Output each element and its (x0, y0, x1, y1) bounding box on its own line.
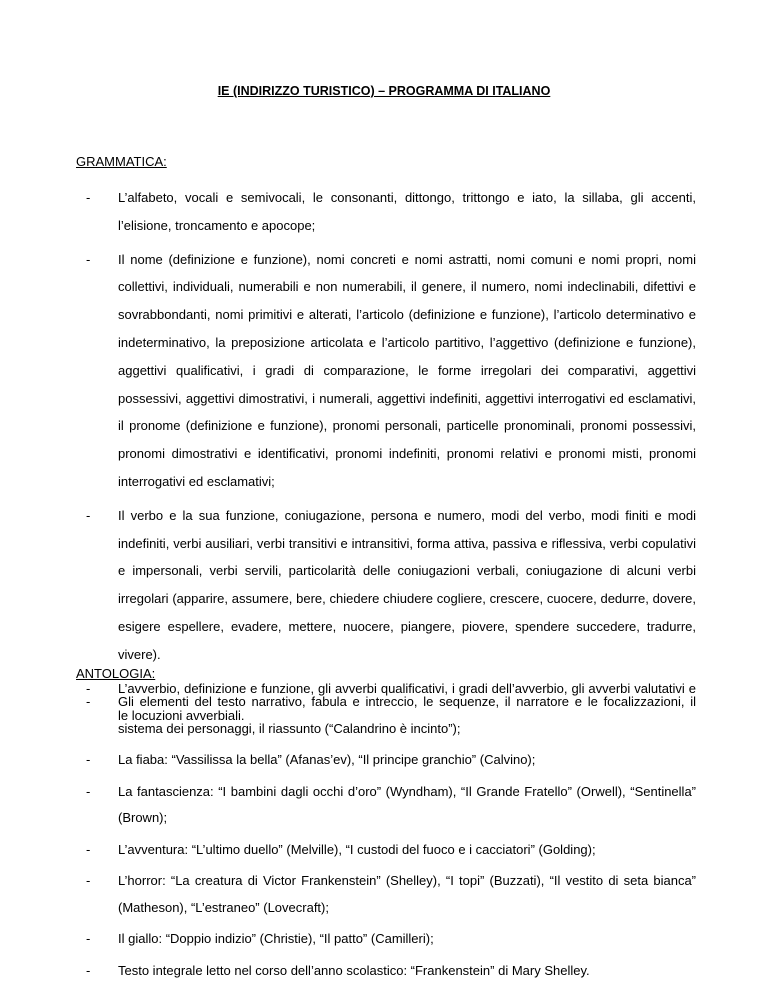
bullet-dash: - (86, 841, 91, 857)
list-item (76, 747, 696, 774)
list-item-text: La fiaba: “Vassilissa la bella” (Afanas’ev), “Il principe granchio” (Calvino); (118, 752, 536, 767)
section-heading-antologia: ANTOLOGIA: (76, 666, 156, 681)
section-heading-grammatica: GRAMMATICA: (76, 154, 167, 169)
list-item (76, 868, 696, 921)
list-item-text: L’avverbio, definizione e funzione, gli avverbi qualificativi, i gradi dell’avverbio, gli avverbi valutativi e le locuzioni avverbiali. (118, 680, 696, 724)
list-item (76, 246, 696, 496)
list-item-text: L’horror: “La creatura di Victor Frankenstein” (Shelley), “I topi” (Buzzati), “Il vestito di seta bianca” (Matheson), “L’estraneo” (Lovecraft); (118, 873, 696, 915)
bullet-dash: - (86, 783, 91, 799)
list-item-text: Il verbo e la sua funzione, coniugazione, persona e numero, modi del verbo, modi finiti e modi indefiniti, verbi ausiliari, verbi transitivi e intransitivi, forma attiva, passiva e riflessiva, verbi copulativi e impersonali, verbi servili, particolarità delle coniugazioni verbali, coniugazione di alcuni verbi irregolari (apparire, assumere, bere, chiedere chiudere cogliere, crescere, cuocere, dedurre, dovere, esigere espellere, evadere, mettere, nuocere, piangere, piovere, spendere succedere, tradurre, vivere). (118, 507, 696, 662)
list-item (76, 926, 696, 953)
list-item-text: Il giallo: “Doppio indizio” (Christie), “Il patto” (Camilleri); (118, 931, 434, 946)
bullet-dash: - (86, 752, 91, 767)
list-item-text: L’avventura: “L’ultimo duello” (Melville), “I custodi del fuoco e i cacciatori” (Golding); (118, 841, 596, 857)
bullet-dash: - (86, 680, 91, 696)
page-title: IE (INDIRIZZO TURISTICO) – PROGRAMMA DI ITALIANO (217, 84, 551, 98)
list-item-text: La fantascienza: “I bambini dagli occhi d’oro” (Wyndham), “Il Grande Fratello” (Orwell), “Sentinella” (Brown); (118, 783, 696, 825)
list-item (76, 837, 696, 864)
list-item-text: L’alfabeto, vocali e semivocali, le consonanti, dittongo, trittongo e iato, la sillaba, gli accenti, l’elisione, troncamento e apocope; (118, 190, 696, 233)
bullet-dash: - (86, 190, 91, 205)
list-item-text: Il nome (definizione e funzione), nomi concreti e nomi astratti, nomi comuni e nomi propri, nomi collettivi, individuali, numerabili e non numerabili, il genere, il numero, nomi indeclinabili, difettivi e sovrabbondanti, nomi primitivi e alterati, l’articolo (definizione e funzione), l’articolo determinativo e indeterminativo, la preposizione articolata e l’articolo partitivo, l’aggettivo (definizione e funzione), aggettivi qualificativi, i gradi di comparazione, le forme irregolari dei comparativi, aggettivi possessivi, aggettivi dimostrativi, i numerali, aggettivi indefiniti, aggettivi interrogativi ed esclamativi, il pronome (definizione e funzione), pronomi personali, particelle pronominali, pronomi possessivi, pronomi dimostrativi e identificativi, pronomi indefiniti, pronomi relativi e pronomi misti, pronomi interrogativi ed esclamativi; (118, 251, 696, 489)
bullet-dash: - (86, 931, 91, 946)
antologia-list (76, 689, 696, 989)
bullet-dash: - (86, 962, 91, 978)
list-item-text: Gli elementi del testo narrativo, fabula e intreccio, le sequenze, il narratore e le focalizzazioni, il sistema dei personaggi, il riassunto (“Calandrino è incinto”); (118, 694, 696, 736)
bullet-dash: - (86, 507, 91, 523)
list-item-text: Testo integrale letto nel corso dell’anno scolastico: “Frankenstein” di Mary Shelley. (118, 962, 590, 978)
bullet-dash: - (86, 694, 91, 709)
bullet-dash: - (86, 251, 91, 267)
list-item (76, 689, 696, 742)
list-item (76, 958, 696, 985)
bullet-dash: - (86, 873, 91, 888)
grammatica-list (76, 184, 696, 736)
list-item (76, 779, 696, 832)
list-item (76, 502, 696, 669)
list-item (76, 184, 696, 240)
